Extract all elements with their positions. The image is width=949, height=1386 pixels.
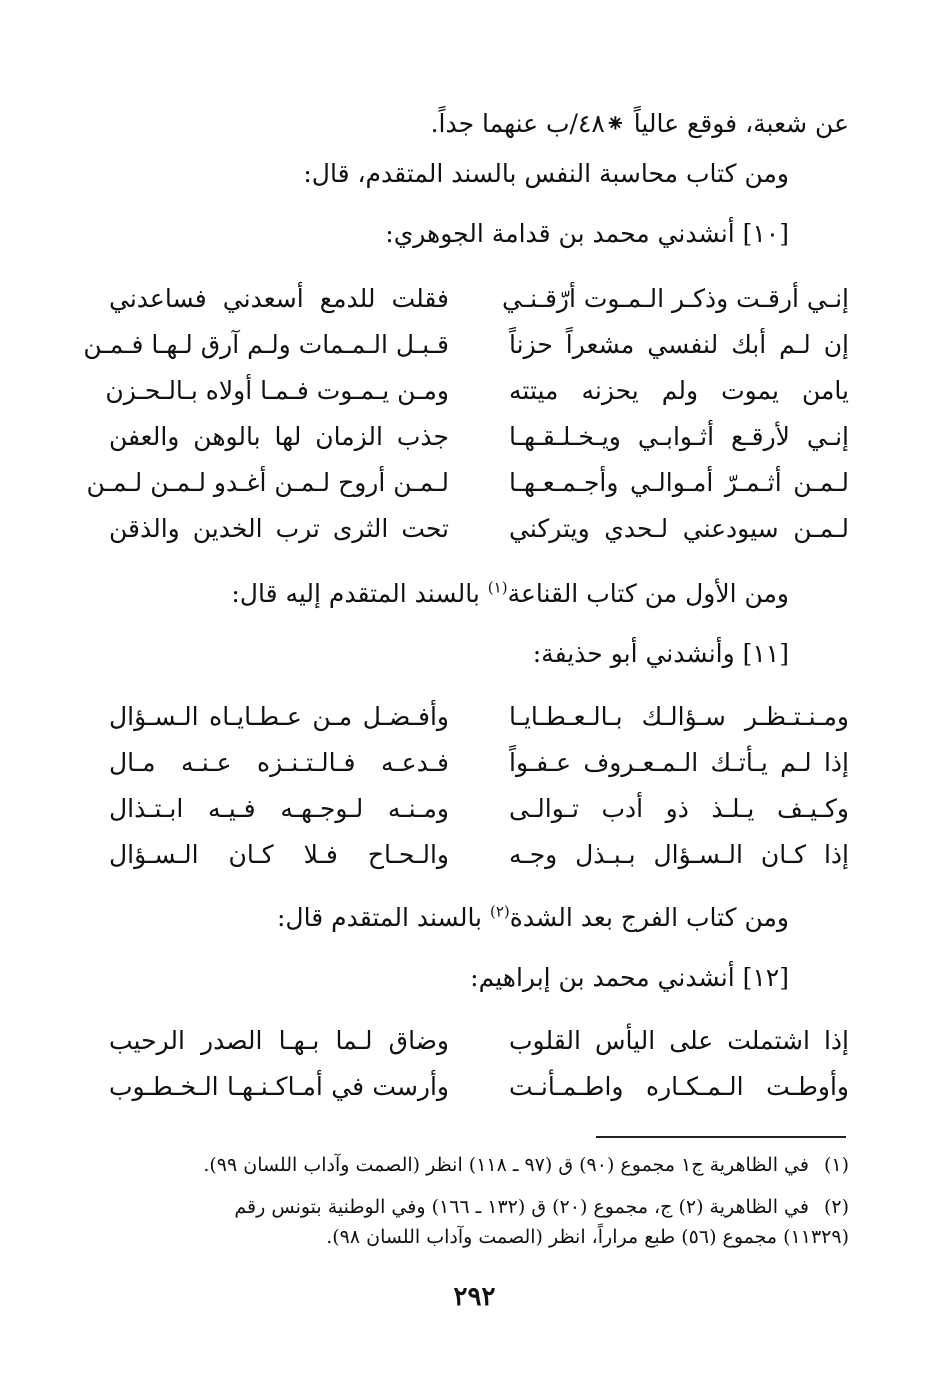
verse-second-hemistich: وضاق لـما بـهـا الصدر الرحيب — [109, 1026, 449, 1055]
verse-first-hemistich: إنـي لأرقـع أثـوابـي ويـخـلـقـهـا — [509, 422, 849, 451]
text-segment: ومن الأول من كتاب القناعة — [507, 579, 789, 608]
verse-first-hemistich: إذا اشتملت على اليأس القلوب — [509, 1026, 849, 1055]
verse-first-hemistich: لـمـن سيودعني لـحدي ويتركني — [509, 514, 849, 543]
verse-first-hemistich: لـمـن أثـمـرّ أمـوالـي وأجـمـعـهـا — [509, 468, 849, 497]
verse-second-hemistich: وأفـضـل مـن عـطـايـاه الـسـؤال — [109, 702, 449, 731]
footnote-number: (١) — [823, 1154, 849, 1176]
text-segment: ومن كتاب الفرج بعد الشدة — [509, 903, 789, 932]
text-line-source-intro — [100, 574, 789, 614]
verse-first-hemistich: يامن يموت ولم يحزنه ميتته — [509, 376, 849, 405]
verse-second-hemistich: ومـنـه لـوجـهـه فـيـه ابـتـذال — [109, 794, 449, 823]
verse-first-hemistich: وأوطـت الـمـكـاره واطـمـأنـت — [509, 1072, 849, 1101]
verse-first-hemistich: إذا لـم يـأتـك الـمـعـروف عـفـواً — [509, 748, 849, 777]
text-line-continuation: عن شعبة، فوقع عالياً ⁕٤٨/ب عنهما جداً. — [430, 109, 849, 138]
verse-line — [99, 1018, 849, 1064]
verse-second-hemistich: فـدعـه فـالـتـنـزه عـنـه مـال — [109, 748, 449, 777]
verse-line — [99, 414, 849, 460]
footnote-2-continuation: (١١٣٢٩) مجموع (٥٦) طبع مراراً، انظر (الصمت وآداب اللسان ٩٨). — [326, 1226, 849, 1248]
verse-first-hemistich: وكـيـف يـلـذ ذو أدب تـوالـى — [509, 794, 849, 823]
verse-second-hemistich: والـحـاح فـلا كـان الـسـؤال — [109, 840, 449, 869]
verse-second-hemistich: تحت الثرى ترب الخدين والذقن — [109, 514, 449, 543]
verse-line — [86, 460, 849, 506]
verse-line — [99, 506, 849, 552]
footnote-number: (٢) — [823, 1196, 849, 1218]
footnote-reference: (١) — [487, 578, 508, 597]
text-line-source-intro: ومن كتاب محاسبة النفس بالسند المتقدم، قال: — [303, 159, 789, 188]
text-line-source-intro — [100, 898, 789, 938]
verse-line — [99, 786, 849, 832]
item-heading-12: [١٢] أنشدني محمد بن إبراهيم: — [470, 963, 789, 992]
verse-second-hemistich: لـمـن أروح لـمـن أغـدو لـمـن لـمـن — [86, 468, 449, 497]
verse-first-hemistich: إذا كـان الـسـؤال بـبـذل وجـه — [509, 840, 849, 869]
verse-line — [99, 368, 849, 414]
footnote-2 — [100, 1192, 849, 1222]
footnote-separator — [596, 1136, 846, 1138]
verse-first-hemistich: ومـنـتـظـر سـؤالـك بـالـعـطـايـا — [509, 702, 849, 731]
text-segment: بالسند المتقدم إليه قال: — [231, 579, 488, 608]
verse-second-hemistich: ومـن يـمـوت فـمـا أولاه بـالـحـزن — [105, 376, 449, 405]
footnote-1 — [100, 1150, 849, 1180]
footnote-reference: (٢) — [489, 902, 510, 921]
verse-line — [99, 740, 849, 786]
page-number: ٢٩٢ — [453, 1282, 496, 1312]
footnote-text: في الظاهرية (٢) ج، مجموع (٢٠) ق (١٣٢ ـ ١٦٦) وفي الوطنية بتونس رقم — [234, 1196, 809, 1218]
verse-line — [99, 1064, 849, 1110]
verse-line — [99, 832, 849, 878]
verse-first-hemistich: إنـي أرقـت وذكـر الـمـوت أرّقـنـي — [501, 284, 849, 313]
item-heading-10: [١٠] أنشدني محمد بن قدامة الجوهري: — [385, 219, 789, 248]
item-heading-11: [١١] وأنشدني أبو حذيفة: — [532, 639, 789, 668]
text-segment: بالسند المتقدم قال: — [277, 903, 490, 932]
verse-second-hemistich: وأرست في أمـاكـنـهـا الـخـطـوب — [109, 1072, 449, 1101]
verse-line — [83, 322, 849, 368]
verse-second-hemistich: قـبـل الـمـمات ولـم آرق لـهـا فـمـن — [83, 330, 449, 359]
verse-line — [99, 694, 849, 740]
verse-first-hemistich: إن لـم أبك لنفسي مشعراً حزناً — [509, 330, 849, 359]
footnote-text: في الظاهرية ج١ مجموع (٩٠) ق (٩٧ ـ ١١٨) انظر (الصمت وآداب اللسان ٩٩). — [203, 1154, 809, 1176]
verse-line — [99, 276, 849, 322]
verse-second-hemistich: فقلت للدمع أسعدني فساعدني — [109, 284, 449, 313]
verse-second-hemistich: جذب الزمان لها بالوهن والعفن — [109, 422, 449, 451]
